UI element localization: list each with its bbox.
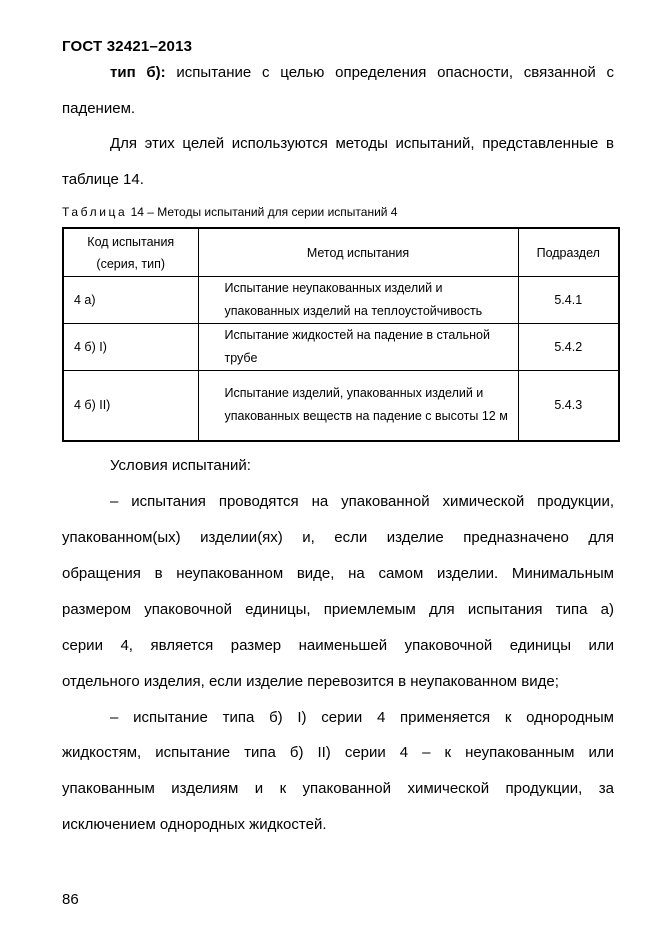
condition-line: – испытание типа б) I) серии 4 применяется к однородным: [110, 709, 614, 726]
condition-line: серии 4, является размер наименьшей упаковочной единицы или: [62, 637, 614, 654]
condition-line: отдельного изделия, если изделие перевозится в неупакованном виде;: [62, 673, 559, 690]
condition-line: исключением однородных жидкостей.: [62, 816, 327, 833]
column-header: Код испытания (серия, тип): [63, 228, 198, 277]
test-method: Испытание неупакованных изделий и упакованных изделий на теплоустойчивость: [198, 277, 518, 324]
test-method: Испытание жидкостей на падение в стальной трубе: [198, 324, 518, 371]
type-b-text: испытание с целью определения опасности, связанной с: [176, 64, 614, 81]
table-row: [63, 324, 619, 371]
document-header: ГОСТ 32421–2013: [62, 38, 193, 55]
test-code: 4 б) II): [63, 371, 198, 441]
test-code: 4 а): [63, 277, 198, 324]
column-header: Подраздел: [518, 228, 619, 277]
subsection: 5.4.3: [518, 371, 619, 441]
test-method: Испытание изделий, упакованных изделий и упакованных веществ на падение с высоты 12 м: [198, 371, 518, 441]
table-row: [63, 371, 619, 441]
condition-line: упакованном(ых) изделии(ях) и, если изделие предназначено для: [62, 529, 614, 546]
test-methods-table: [62, 227, 620, 442]
table-caption-text: 14 – Методы испытаний для серии испытаний 4: [127, 205, 398, 219]
condition-line: – испытания проводятся на упакованной химической продукции,: [110, 493, 614, 510]
condition-line: обращения в неупакованном виде, на самом изделии. Минимальным: [62, 565, 614, 582]
page-number: 86: [62, 891, 79, 908]
paragraph-line: Для этих целей используются методы испытаний, представленные в: [110, 135, 614, 152]
condition-line: размером упаковочной единицы, приемлемым для испытания типа а): [62, 601, 614, 618]
intro-line-2: падением.: [62, 100, 136, 117]
intro-line-1: [62, 55, 614, 91]
table-header-row: [63, 228, 619, 277]
test-code: 4 б) I): [63, 324, 198, 371]
conditions-heading: Условия испытаний:: [110, 457, 251, 474]
subsection: 5.4.1: [518, 277, 619, 324]
condition-line: упакованным изделиям и к упакованной химической продукции, за: [62, 780, 614, 797]
column-header: Метод испытания: [198, 228, 518, 277]
type-b-label: тип б):: [110, 64, 166, 81]
table-caption-label: Таблица: [62, 205, 128, 219]
condition-line: жидкостям, испытание типа б) II) серии 4 – к неупакованным или: [62, 744, 614, 761]
table-row: [63, 277, 619, 324]
subsection: 5.4.2: [518, 324, 619, 371]
paragraph-line: таблице 14.: [62, 171, 144, 188]
table-caption: [62, 205, 397, 219]
